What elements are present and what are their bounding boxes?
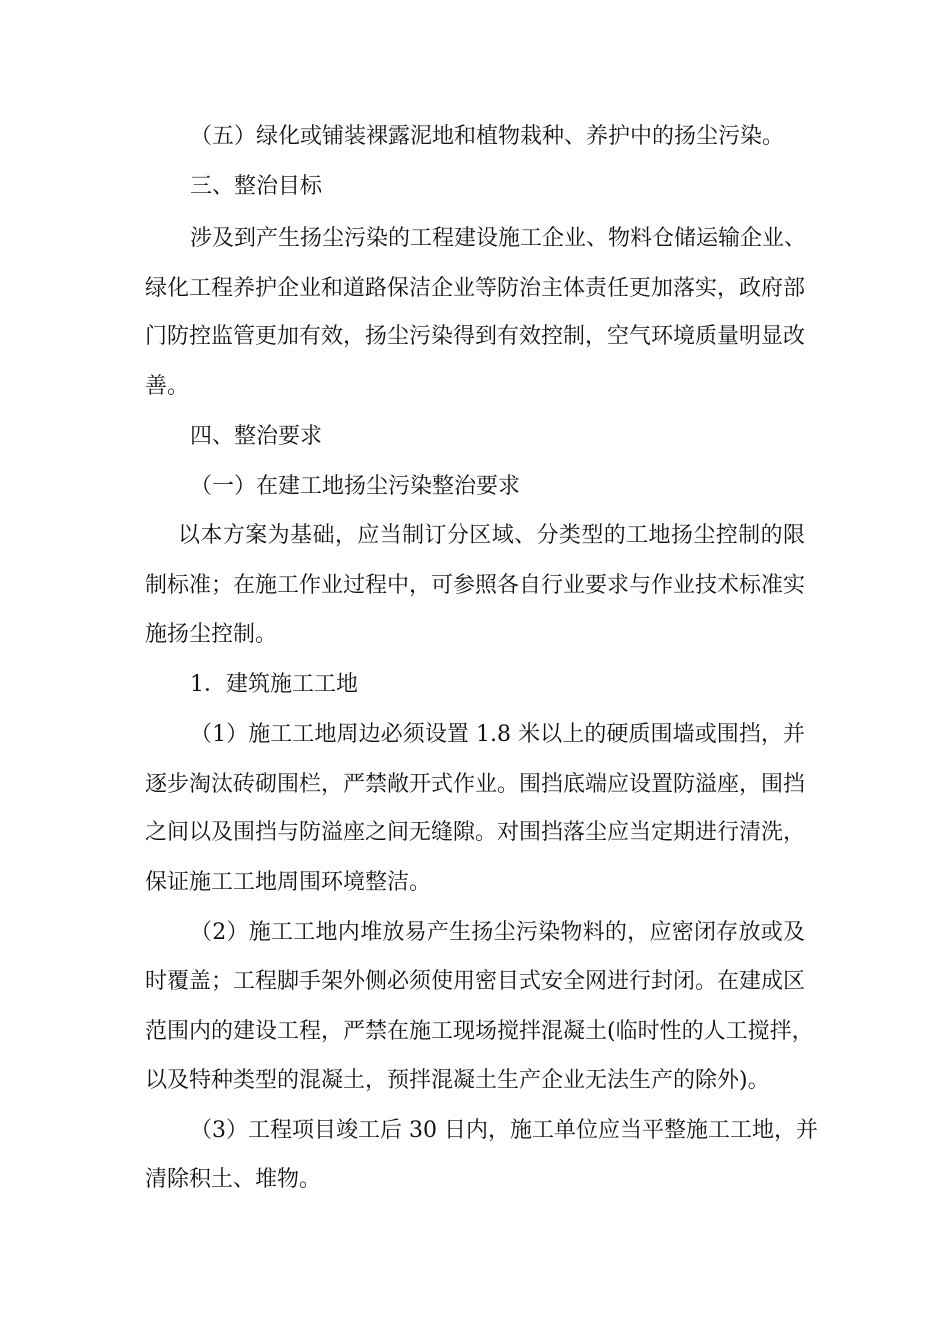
paragraph-item-1-line-1: （1）施工工地周边必须设置 1.8 米以上的硬质围墙或围挡，并 [190, 722, 805, 747]
heading-subsection-one: （一）在建工地扬尘污染整治要求 [190, 474, 521, 499]
heading-section-three: 三、整治目标 [190, 174, 323, 199]
paragraph-item-2-line-1: （2）施工工地内堆放易产生扬尘污染物料的，应密闭存放或及 [190, 920, 805, 945]
paragraph-basis-line-2: 制标准；在施工作业过程中，可参照各自行业要求与作业技术标准实 [145, 573, 806, 598]
paragraph-item-3-line-1: （3）工程项目竣工后 30 日内，施工单位应当平整施工工地，并 [190, 1118, 818, 1143]
paragraph-item-1-line-2: 逐步淘汰砖砌围栏，严禁敞开式作业。围挡底端应设置防溢座，围挡 [145, 772, 806, 797]
paragraph-five: （五）绿化或铺装裸露泥地和植物栽种、养护中的扬尘污染。 [190, 124, 785, 149]
paragraph-goal-line-2: 绿化工程养护企业和道路保洁企业等防治主体责任更加落实，政府部 [145, 276, 806, 301]
paragraph-item-3-line-2: 清除积土、堆物。 [145, 1167, 322, 1192]
paragraph-item-1-line-4: 保证施工工地周围环境整洁。 [145, 870, 432, 895]
paragraph-item-2-line-3: 范围内的建设工程，严禁在施工现场搅拌混凝土(临时性的人工搅拌， [145, 1019, 814, 1044]
heading-item-1: 1．建筑施工工地 [190, 672, 358, 697]
paragraph-item-1-line-3: 之间以及围挡与防溢座之间无缝隙。对围挡落尘应当定期进行清洗， [145, 820, 806, 845]
paragraph-basis-line-3: 施扬尘控制。 [145, 622, 278, 647]
paragraph-goal-line-1: 涉及到产生扬尘污染的工程建设施工企业、物料仓储运输企业、 [190, 226, 807, 251]
paragraph-basis-line-1: 以本方案为基础，应当制订分区域、分类型的工地扬尘控制的限 [178, 523, 805, 548]
paragraph-item-2-line-2: 时覆盖；工程脚手架外侧必须使用密目式安全网进行封闭。在建成区 [145, 969, 806, 994]
paragraph-goal-line-4: 善。 [145, 374, 190, 399]
paragraph-goal-line-3: 门防控监管更加有效，扬尘污染得到有效控制，空气环境质量明显改 [145, 324, 806, 349]
paragraph-item-2-line-4: 以及特种类型的混凝土，预拌混凝土生产企业无法生产的除外)。 [145, 1068, 770, 1093]
heading-section-four: 四、整治要求 [190, 424, 323, 449]
